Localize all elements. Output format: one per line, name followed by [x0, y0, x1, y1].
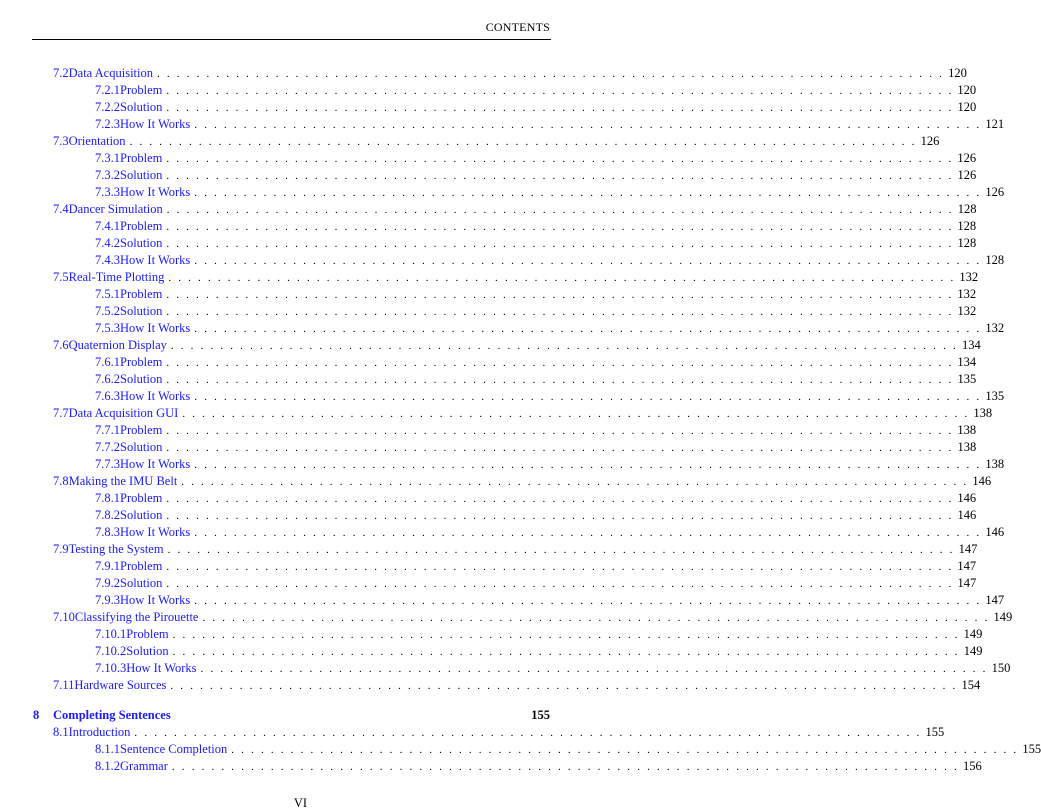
- toc-entry-page: 120: [957, 100, 977, 114]
- toc-entry-number[interactable]: 7.9: [53, 542, 69, 556]
- toc-section-row[interactable]: [53, 609, 1013, 626]
- toc-subsection-row[interactable]: [95, 388, 1005, 405]
- toc-entry-page: 120: [948, 66, 967, 80]
- toc-entry-page: 132: [959, 270, 979, 284]
- dot-leader: . . . . . . . . . . . . . . . . . . . . . . . . . . . . . . . . . . . . . . . . . . . . . . . . . . . . . . . . . . . . . . . . . . . . . . . . . . . . . . . .: [166, 153, 954, 165]
- toc-entry-page: 128: [957, 202, 977, 216]
- toc-entry-number[interactable]: 7.2.3: [95, 117, 120, 131]
- toc-subsection-row[interactable]: [95, 490, 977, 507]
- dot-leader: . . . . . . . . . . . . . . . . . . . . . . . . . . . . . . . . . . . . . . . . . . . . . . . . . . . . . . . . . . . . . . . . . . . . . . . . . . . . . . . .: [181, 476, 969, 488]
- dot-leader: . . . . . . . . . . . . . . . . . . . . . . . . . . . . . . . . . . . . . . . . . . . . . . . . . . . . . . . . . . . . . . . . . . . . . . . . . . . . . . . .: [166, 238, 954, 250]
- toc-entry-title-link[interactable]: Solution: [120, 372, 163, 386]
- toc-subsection-row[interactable]: [95, 99, 977, 116]
- dot-leader: . . . . . . . . . . . . . . . . . . . . . . . . . . . . . . . . . . . . . . . . . . . . . . . . . . . . . . . . . . . . . . . . . . . . . . . . . . . . . . . .: [166, 289, 954, 301]
- toc-entry-page: 134: [957, 355, 977, 369]
- toc-section-row[interactable]: [53, 65, 967, 82]
- toc-entry-number[interactable]: 7.10.2: [95, 644, 127, 658]
- toc-entry-title-link[interactable]: How It Works: [120, 457, 191, 471]
- toc-entry-title-link[interactable]: How It Works: [120, 593, 191, 607]
- toc-entry-title-link[interactable]: Solution: [120, 100, 163, 114]
- dot-leader: . . . . . . . . . . . . . . . . . . . . . . . . . . . . . . . . . . . . . . . . . . . . . . . . . . . . . . . . . . . . . . . . . . . . . . . . . . . . . . . .: [166, 221, 954, 233]
- toc-entry-title-link[interactable]: Dancer Simulation: [68, 202, 163, 216]
- toc-entry-page: 128: [957, 236, 977, 250]
- toc-entry-number[interactable]: 7.6.3: [95, 389, 120, 403]
- dot-leader: . . . . . . . . . . . . . . . . . . . . . . . . . . . . . . . . . . . . . . . . . . . . . . . . . . . . . . . . . . . . . . . . . . . . . . . . . . . . . . . .: [167, 544, 955, 556]
- toc-entry-title-link[interactable]: Completing Sentences: [53, 708, 171, 722]
- toc-entry-title-link[interactable]: Data Acquisition: [68, 66, 153, 80]
- toc-entry-number[interactable]: 7.4.3: [95, 253, 120, 267]
- toc-entry-number[interactable]: 7.7.2: [95, 440, 120, 454]
- toc-entry-page: 126: [985, 185, 1005, 199]
- dot-leader: . . . . . . . . . . . . . . . . . . . . . . . . . . . . . . . . . . . . . . . . . . . . . . . . . . . . . . . . . . . . . . . . . . . . . . . . . . . . . . . .: [166, 170, 954, 182]
- toc-entry-number[interactable]: 7.7: [53, 406, 69, 420]
- toc-subsection-row[interactable]: [95, 167, 977, 184]
- toc-entry-page: 146: [957, 508, 977, 522]
- toc-entry-title-link[interactable]: Classifying the Pirouette: [74, 610, 199, 624]
- toc-section-row[interactable]: [53, 405, 993, 422]
- toc-entry-title-link[interactable]: Solution: [120, 440, 163, 454]
- toc-entry-page: 135: [957, 372, 977, 386]
- toc-entry-number[interactable]: 7.5.2: [95, 304, 120, 318]
- toc-entry-page: 155: [925, 725, 945, 739]
- toc-chapter-row[interactable]: [33, 707, 550, 724]
- dot-leader: . . . . . . . . . . . . . . . . . . . . . . . . . . . . . . . . . . . . . . . . . . . . . . . . . . . . . . . . . . . . . . . . . . . . . . . . . . . . . . . .: [171, 761, 959, 773]
- dot-leader: . . . . . . . . . . . . . . . . . . . . . . . . . . . . . . . . . . . . . . . . . . . . . . . . . . . . . . . . . . . . . . . . . . . . . . . . . . . . . . . .: [166, 306, 954, 318]
- dot-leader: . . . . . . . . . . . . . . . . . . . . . . . . . . . . . . . . . . . . . . . . . . . . . . . . . . . . . . . . . . . . . . . . . . . . . . . . . . . . . . . .: [202, 612, 990, 624]
- dot-leader: . . . . . . . . . . . . . . . . . . . . . . . . . . . . . . . . . . . . . . . . . . . . . . . . . . . . . . . . . . . . . . . . . . . . . . . . . . . . . . . .: [194, 255, 982, 267]
- toc-entry-page: 155: [1022, 742, 1041, 756]
- toc-subsection-row[interactable]: [95, 354, 977, 371]
- dot-leader: . . . . . . . . . . . . . . . . . . . . . . . . . . . . . . . . . . . . . . . . . . . . . . . . . . . . . . . . . . . . . . . . . . . . . . . . . . . . . . . .: [170, 340, 958, 352]
- toc-entry-page: 132: [957, 304, 977, 318]
- toc-entry-title-link[interactable]: How It Works: [120, 525, 191, 539]
- toc-entry-number[interactable]: 7.5.1: [95, 287, 120, 301]
- toc-entry-title-link[interactable]: Introduction: [68, 725, 131, 739]
- toc-entry-title-link[interactable]: Making the IMU Belt: [68, 474, 178, 488]
- dot-leader: . . . . . . . . . . . . . . . . . . . . . . . . . . . . . . . . . . . . . . . . . . . . . . . . . . . . . . . . . . . . . . . . . . . . . . . . . . . . . . . .: [182, 408, 970, 420]
- toc-entry-title-link[interactable]: Problem: [120, 287, 163, 301]
- toc-subsection-row[interactable]: [95, 150, 977, 167]
- toc-entry-page: 134: [961, 338, 981, 352]
- toc-entry-number[interactable]: 7.2: [53, 66, 69, 80]
- toc-entry-page: 146: [972, 474, 992, 488]
- toc-entry-number[interactable]: 7.8.2: [95, 508, 120, 522]
- toc-entry-page: 138: [957, 423, 977, 437]
- dot-leader: . . . . . . . . . . . . . . . . . . . . . . . . . . . . . . . . . . . . . . . . . . . . . . . . . . . . . . . . . . . . . . . . . . . . . . . . . . . . . . . .: [194, 595, 982, 607]
- dot-leader: . . . . . . . . . . . . . . . . . . . . . . . . . . . . . . . . . . . . . . . . . . . . . . . . . . . . . . . . . . . . . . . . . . . . . . . . . . . . . . . .: [166, 578, 954, 590]
- toc-entry-page: 128: [957, 219, 977, 233]
- toc-entry-number[interactable]: 7.11: [53, 678, 75, 692]
- toc-entry-title-link[interactable]: Hardware Sources: [74, 678, 167, 692]
- toc-entry-number[interactable]: 7.3.3: [95, 185, 120, 199]
- toc-section-row[interactable]: [53, 724, 945, 741]
- toc-subsection-row[interactable]: [95, 439, 977, 456]
- dot-leader: . . . . . . . . . . . . . . . . . . . . . . . . . . . . . . . . . . . . . . . . . . . . . . . . . . . . . . . . . . . . . . . . . . . . . . . . . . . . . . . .: [172, 629, 960, 641]
- dot-leader: . . . . . . . . . . . . . . . . . . . . . . . . . . . . . . . . . . . . . . . . . . . . . . . . . . . . . . . . . . . . . . . . . . . . . . . . . . . . . . . .: [194, 527, 982, 539]
- toc-entry-number[interactable]: 7.6.2: [95, 372, 120, 386]
- toc-subsection-row[interactable]: [95, 303, 977, 320]
- toc-subsection-row[interactable]: [95, 758, 982, 775]
- dot-leader: . . . . . . . . . . . . . . . . . . . . . . . . . . . . . . . . . . . . . . . . . . . . . . . . . . . . . . . . . . . . . . . . . . . . . . . . . . . . . . . .: [166, 374, 954, 386]
- dot-leader: . . . . . . . . . . . . . . . . . . . . . . . . . . . . . . . . . . . . . . . . . . . . . . . . . . . . . . . . . . . . . . . . . . . . . . . . . . . . . . . .: [157, 68, 945, 80]
- toc-subsection-row[interactable]: [95, 507, 977, 524]
- toc-entry-number[interactable]: 7.8.1: [95, 491, 120, 505]
- toc-entry-number[interactable]: 7.8.3: [95, 525, 120, 539]
- toc-entry-page: 138: [957, 440, 977, 454]
- dot-leader: . . . . . . . . . . . . . . . . . . . . . . . . . . . . . . . . . . . . . . . . . . . . . . . . . . . . . . . . . . . . . . . . . . . . . . . . . . . . . . . .: [168, 272, 956, 284]
- toc-entry-page: 120: [957, 83, 977, 97]
- toc-section-row[interactable]: [53, 269, 979, 286]
- toc-entry-number[interactable]: 7.7.3: [95, 457, 120, 471]
- toc-entry-number[interactable]: 7.9.2: [95, 576, 120, 590]
- toc-entry-number[interactable]: 7.4: [53, 202, 69, 216]
- toc-entry-title-link[interactable]: Solution: [120, 508, 163, 522]
- toc-entry-page: 150: [991, 661, 1011, 675]
- toc-subsection-row[interactable]: [95, 558, 977, 575]
- toc-subsection-row[interactable]: [95, 741, 1041, 758]
- toc-entry-title-link[interactable]: Solution: [120, 576, 163, 590]
- dot-leader: . . . . . . . . . . . . . . . . . . . . . . . . . . . . . . . . . . . . . . . . . . . . . . . . . . . . . . . . . . . . . . . . . . . . . . . . . . . . . . . .: [194, 391, 982, 403]
- dot-leader: . . . . . . . . . . . . . . . . . . . . . . . . . . . . . . . . . . . . . . . . . . . . . . . . . . . . . . . . . . . . . . . . . . . . . . . . . . . . . . . .: [129, 136, 917, 148]
- toc-entry-title-link[interactable]: Problem: [120, 491, 163, 505]
- toc-entry-page: 126: [920, 134, 940, 148]
- dot-leader: . . . . . . . . . . . . . . . . . . . . . . . . . . . . . . . . . . . . . . . . . . . . . . . . . . . . . . . . . . . . . . . . . . . . . . . . . . . . . . . .: [231, 744, 1019, 756]
- running-header: CONTENTS: [485, 20, 550, 34]
- toc-entry-number[interactable]: 7.4.2: [95, 236, 120, 250]
- toc-entry-number[interactable]: 8.1.2: [95, 759, 120, 773]
- toc-entry-number[interactable]: 7.6: [53, 338, 69, 352]
- toc-subsection-row[interactable]: [95, 184, 1005, 201]
- dot-leader: . . . . . . . . . . . . . . . . . . . . . . . . . . . . . . . . . . . . . . . . . . . . . . . . . . . . . . . . . . . . . . . . . . . . . . . . . . . . . . . .: [194, 187, 982, 199]
- toc-entry-title-link[interactable]: How It Works: [120, 253, 191, 267]
- toc-subsection-row[interactable]: [95, 116, 1005, 133]
- toc-subsection-row[interactable]: [95, 235, 977, 252]
- dot-leader: . . . . . . . . . . . . . . . . . . . . . . . . . . . . . . . . . . . . . . . . . . . . . . . . . . . . . . . . . . . . . . . . . . . . . . . . . . . . . . . .: [194, 459, 982, 471]
- toc-entry-page: 147: [957, 576, 977, 590]
- toc-entry-title-link[interactable]: How It Works: [126, 661, 197, 675]
- toc-entry-page: 138: [973, 406, 993, 420]
- toc-subsection-row[interactable]: [95, 422, 977, 439]
- toc-subsection-row[interactable]: [95, 320, 1005, 337]
- toc-entry-title-link[interactable]: Problem: [120, 423, 163, 437]
- toc-entry-page: 155: [531, 708, 550, 722]
- toc-entry-number[interactable]: 7.3: [53, 134, 69, 148]
- toc-entry-number[interactable]: 7.5: [53, 270, 69, 284]
- toc-subsection-row[interactable]: [95, 456, 1005, 473]
- toc-entry-number[interactable]: 7.7.1: [95, 423, 120, 437]
- toc-entry-title-link[interactable]: Solution: [120, 236, 163, 250]
- toc-section-row[interactable]: [53, 677, 981, 694]
- toc-entry-title-link[interactable]: Solution: [120, 304, 163, 318]
- dot-leader: . . . . . . . . . . . . . . . . . . . . . . . . . . . . . . . . . . . . . . . . . . . . . . . . . . . . . . . . . . . . . . . . . . . . . . . . . . . . . . . .: [170, 680, 958, 692]
- toc-entry-title-link[interactable]: Solution: [120, 168, 163, 182]
- toc-entry-title-link[interactable]: Solution: [126, 644, 169, 658]
- toc-section-row[interactable]: [53, 337, 981, 354]
- toc-entry-page: 132: [985, 321, 1005, 335]
- toc-entry-title-link[interactable]: Real-Time Plotting: [68, 270, 165, 284]
- page-number: VI: [293, 796, 308, 810]
- dot-leader: . . . . . . . . . . . . . . . . . . . . . . . . . . . . . . . . . . . . . . . . . . . . . . . . . . . . . . . . . . . . . . . . . . . . . . . . . . . . . . . .: [200, 663, 988, 675]
- toc-entry-number[interactable]: 7.5.3: [95, 321, 120, 335]
- toc-section-row[interactable]: [53, 473, 992, 490]
- toc-entry-page: 126: [957, 151, 977, 165]
- toc-entry-number[interactable]: 7.6.1: [95, 355, 120, 369]
- toc-entry-page: 138: [985, 457, 1005, 471]
- toc-entry-number[interactable]: 7.4.1: [95, 219, 120, 233]
- toc-subsection-row[interactable]: [95, 82, 977, 99]
- toc-entry-title-link[interactable]: Problem: [120, 151, 163, 165]
- toc-entry-page: 154: [961, 678, 981, 692]
- toc-entry-title-link[interactable]: Problem: [120, 219, 163, 233]
- toc-entry-title-link[interactable]: Orientation: [68, 134, 126, 148]
- toc-section-row[interactable]: [53, 201, 977, 218]
- toc-entry-number[interactable]: 7.2.1: [95, 83, 120, 97]
- toc-entry-number[interactable]: 7.8: [53, 474, 69, 488]
- toc-entry-number[interactable]: 7.9.3: [95, 593, 120, 607]
- dot-leader: . . . . . . . . . . . . . . . . . . . . . . . . . . . . . . . . . . . . . . . . . . . . . . . . . . . . . . . . . . . . . . . . . . . . . . . . . . . . . . . .: [134, 727, 922, 739]
- toc-entry-page: 147: [958, 542, 978, 556]
- toc-entry-number[interactable]: 7.2.2: [95, 100, 120, 114]
- toc-subsection-row[interactable]: [95, 218, 977, 235]
- toc-entry-page: 132: [957, 287, 977, 301]
- toc-entry-title-link[interactable]: How It Works: [120, 321, 191, 335]
- toc-subsection-row[interactable]: [95, 286, 977, 303]
- toc-entry-title-link[interactable]: Grammar: [120, 759, 168, 773]
- toc-subsection-row[interactable]: [95, 643, 983, 660]
- toc-entry-title-link[interactable]: Testing the System: [68, 542, 164, 556]
- toc-entry-number[interactable]: 8.1: [53, 725, 69, 739]
- toc-entry-page: 147: [957, 559, 977, 573]
- toc-subsection-row[interactable]: [95, 252, 1005, 269]
- dot-leader: . . . . . . . . . . . . . . . . . . . . . . . . . . . . . . . . . . . . . . . . . . . . . . . . . . . . . . . . . . . . . . . . . . . . . . . . . . . . . . . .: [166, 357, 954, 369]
- toc-section-row[interactable]: [53, 133, 940, 150]
- toc-entry-title-link[interactable]: Quaternion Display: [68, 338, 167, 352]
- toc-subsection-row[interactable]: [95, 371, 977, 388]
- toc-entry-number[interactable]: 7.9.1: [95, 559, 120, 573]
- toc-entry-page: 146: [957, 491, 977, 505]
- toc-entry-page: 147: [985, 593, 1005, 607]
- dot-leader: . . . . . . . . . . . . . . . . . . . . . . . . . . . . . . . . . . . . . . . . . . . . . . . . . . . . . . . . . . . . . . . . . . . . . . . . . . . . . . . .: [166, 493, 954, 505]
- toc-entry-page: 149: [993, 610, 1013, 624]
- toc-entry-number[interactable]: 7.10: [53, 610, 75, 624]
- dot-leader: . . . . . . . . . . . . . . . . . . . . . . . . . . . . . . . . . . . . . . . . . . . . . . . . . . . . . . . . . . . . . . . . . . . . . . . . . . . . . . . .: [194, 323, 982, 335]
- toc-entry-page: 135: [985, 389, 1005, 403]
- toc-entry-page: 146: [985, 525, 1005, 539]
- dot-leader: . . . . . . . . . . . . . . . . . . . . . . . . . . . . . . . . . . . . . . . . . . . . . . . . . . . . . . . . . . . . . . . . . . . . . . . . . . . . . . . .: [166, 561, 954, 573]
- toc-entry-title-link[interactable]: Problem: [126, 627, 169, 641]
- toc-entry-title-link[interactable]: Sentence Completion: [120, 742, 228, 756]
- toc-entry-number[interactable]: 8: [33, 708, 40, 722]
- dot-leader: . . . . . . . . . . . . . . . . . . . . . . . . . . . . . . . . . . . . . . . . . . . . . . . . . . . . . . . . . . . . . . . . . . . . . . . . . . . . . . . .: [166, 85, 954, 97]
- toc-subsection-row[interactable]: [95, 592, 1005, 609]
- toc-section-row[interactable]: [53, 541, 978, 558]
- dot-leader: . . . . . . . . . . . . . . . . . . . . . . . . . . . . . . . . . . . . . . . . . . . . . . . . . . . . . . . . . . . . . . . . . . . . . . . . . . . . . . . .: [166, 442, 954, 454]
- toc-entry-page: 149: [963, 644, 983, 658]
- toc-entry-number[interactable]: 7.3.2: [95, 168, 120, 182]
- toc-entry-title-link[interactable]: Data Acquisition GUI: [68, 406, 179, 420]
- toc-entry-number[interactable]: 7.3.1: [95, 151, 120, 165]
- toc-entry-page: 126: [957, 168, 977, 182]
- toc-entry-title-link[interactable]: How It Works: [120, 185, 191, 199]
- dot-leader: . . . . . . . . . . . . . . . . . . . . . . . . . . . . . . . . . . . . . . . . . . . . . . . . . . . . . . . . . . . . . . . . . . . . . . . . . . . . . . . .: [166, 204, 954, 216]
- toc-entry-number[interactable]: 8.1.1: [95, 742, 120, 756]
- toc-entry-title-link[interactable]: How It Works: [120, 117, 191, 131]
- toc-entry-page: 149: [963, 627, 983, 641]
- toc-subsection-row[interactable]: [95, 524, 1005, 541]
- toc-entry-title-link[interactable]: Problem: [120, 559, 163, 573]
- dot-leader: . . . . . . . . . . . . . . . . . . . . . . . . . . . . . . . . . . . . . . . . . . . . . . . . . . . . . . . . . . . . . . . . . . . . . . . . . . . . . . . .: [166, 510, 954, 522]
- dot-leader: . . . . . . . . . . . . . . . . . . . . . . . . . . . . . . . . . . . . . . . . . . . . . . . . . . . . . . . . . . . . . . . . . . . . . . . . . . . . . . . .: [194, 119, 982, 131]
- dot-leader: . . . . . . . . . . . . . . . . . . . . . . . . . . . . . . . . . . . . . . . . . . . . . . . . . . . . . . . . . . . . . . . . . . . . . . . . . . . . . . . .: [172, 646, 960, 658]
- toc-entry-page: 128: [985, 253, 1005, 267]
- toc-subsection-row[interactable]: [95, 660, 1011, 677]
- dot-leader: . . . . . . . . . . . . . . . . . . . . . . . . . . . . . . . . . . . . . . . . . . . . . . . . . . . . . . . . . . . . . . . . . . . . . . . . . . . . . . . .: [166, 102, 954, 114]
- toc-entry-title-link[interactable]: Problem: [120, 355, 163, 369]
- toc-entry-title-link[interactable]: How It Works: [120, 389, 191, 403]
- toc-entry-title-link[interactable]: Problem: [120, 83, 163, 97]
- toc-subsection-row[interactable]: [95, 575, 977, 592]
- dot-leader: . . . . . . . . . . . . . . . . . . . . . . . . . . . . . . . . . . . . . . . . . . . . . . . . . . . . . . . . . . . . . . . . . . . . . . . . . . . . . . . .: [166, 425, 954, 437]
- toc-entry-number[interactable]: 7.10.1: [95, 627, 127, 641]
- toc-entry-page: 156: [962, 759, 982, 773]
- toc-entry-page: 121: [985, 117, 1005, 131]
- toc-subsection-row[interactable]: [95, 626, 983, 643]
- toc-entry-number[interactable]: 7.10.3: [95, 661, 127, 675]
